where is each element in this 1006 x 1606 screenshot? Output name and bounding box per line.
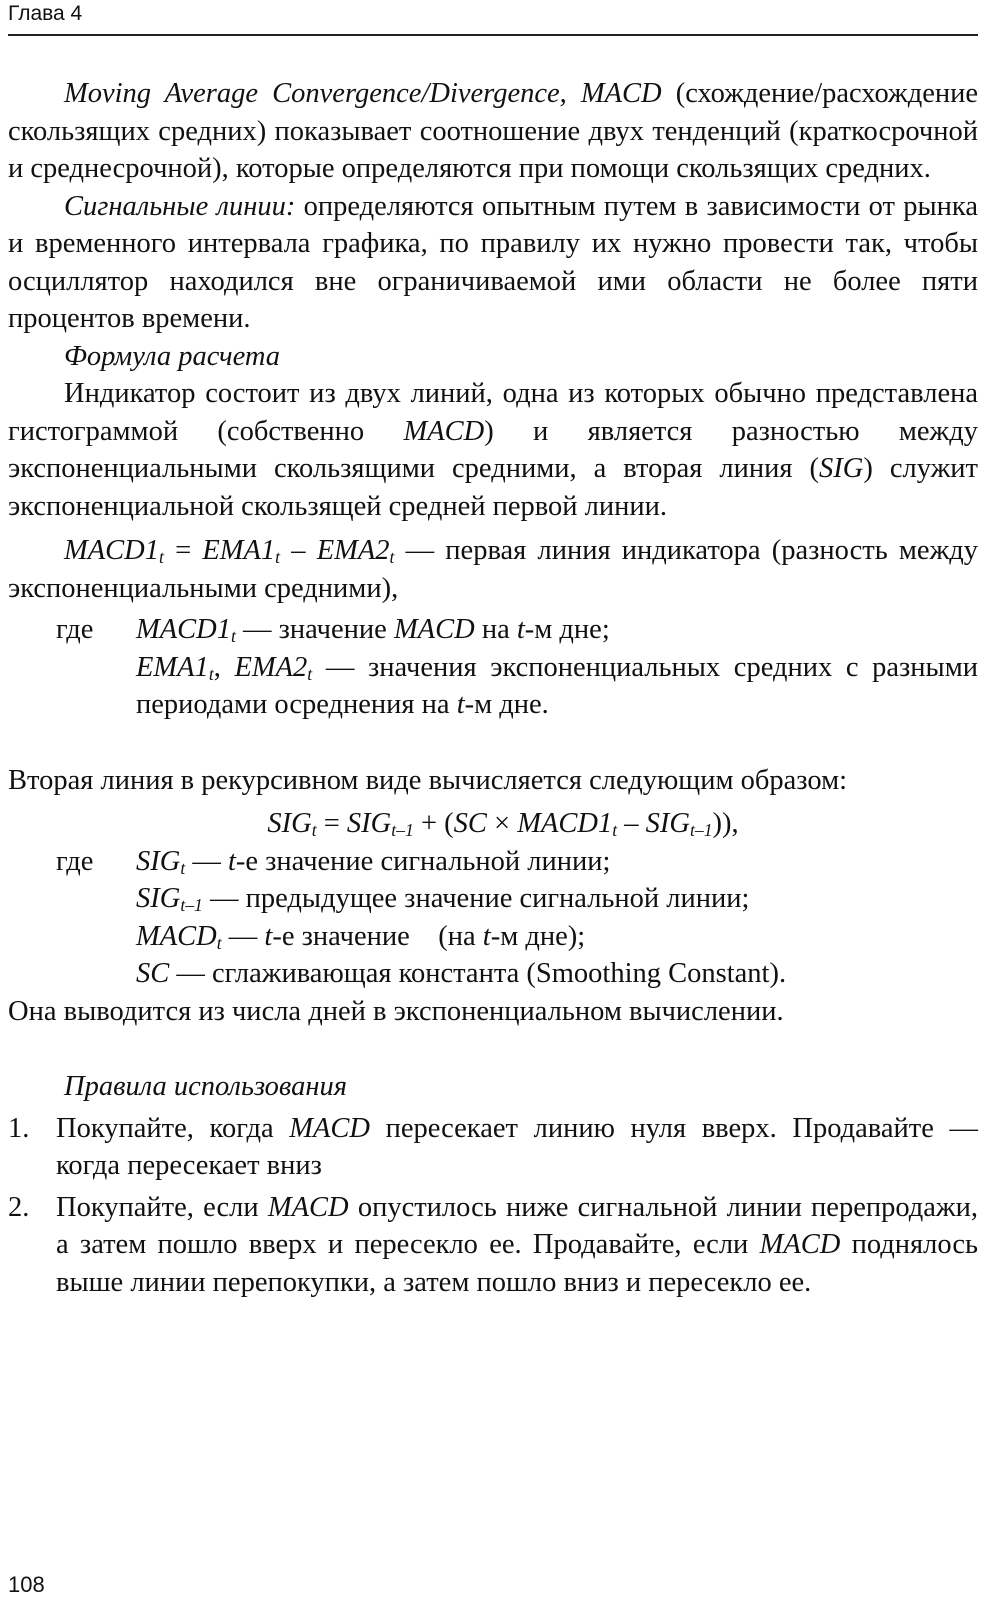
intro-term: Moving Average Convergence/Divergence, MACD [64,78,662,109]
signal-lines-text: определяются опытным путем в зависимости от рынка и временного интервала графика, по правилу их нужно провести так, чтобы осциллятор находился вне ограничиваемой ими области не более пяти процентов времени. [8,190,978,334]
signal-lines-paragraph [8,188,978,338]
description-paragraph: Индикатор состоит из двух линий, одна из которых обычно представлена гистограммой (собственно MACD) и является разностью между экспоненциальными скользящими средними, а вторая линия (SIG) служит экспоненциальной скользящей средней первой линии. [8,378,978,522]
definition-item: $EMA1_t$, $EMA2_t$ — значения экспоненциальных средних с разными периодами осреднения на t-м дне. [136,651,978,720]
rule-item [8,1110,978,1185]
definition-item: SC — сглаживающая константа (Smoothing Constant). [136,958,787,989]
running-header [8,0,978,36]
rules-heading: Правила использования [64,1071,347,1102]
formula-heading: Формула расчета [64,340,281,372]
derivation-paragraph: Она выводится из числа дней в экспоненциальном вычислении. [8,995,784,1027]
chapter-title: Глава 4 [8,2,83,25]
page-number: 108 [8,1572,45,1597]
rule-number: 2. [8,1191,30,1223]
macd-formula: $MACD1_t = EMA1_t - EMA2_t$ — первая линия индикатора (разность между экспоненциальными средними), [8,535,979,604]
where-label: где [56,845,94,877]
rule-text: Покупайте, когда MACD пересекает линию нуля вверх. Продавайте — когда пересекает вниз [56,1112,978,1181]
definition-item: $SIG_{t-1}$ — предыдущее значение сигнальной линии; [136,883,750,915]
definition-item: $MACD1_t$ — значение MACD на t-м дне; [136,614,610,646]
rule-number: 1. [8,1112,30,1144]
sig-formula: $SIG_t = SIG_{t-1} + (SC$ × $MACD1_t - SIG_{t-1}$)), [267,808,739,840]
intro-paragraph [8,75,978,188]
page-body [8,75,978,1301]
rule-text: Покупайте, если MACD опустилось ниже сигнальной линии перепродажи, а затем пошло вверх и пересекло ее. Продавайте, если MACD поднялось выше линии перепокупки, а затем пошло вниз и пересекло ее. [56,1191,978,1298]
definition-item: $SIG_t$ — t-е значение сигнальной линии; [136,845,611,878]
macd-definitions [8,611,978,724]
second-line-paragraph: Вторая линия в рекурсивном виде вычисляется следующим образом: [8,764,848,796]
signal-lines-term: Сигнальные линии: [64,190,296,222]
rule-item [8,1189,978,1302]
sig-definitions [8,843,978,993]
intro-text: (схождение/расхождение скользящих средних) показывает соотношение двух тенденций (краткосрочной и среднесрочной), которые определяются при помощи скользящих средних. [8,78,978,184]
where-label: где [56,614,94,645]
definition-item: $MACD_t$ — t-е значение (на t-м дне); [136,920,586,953]
